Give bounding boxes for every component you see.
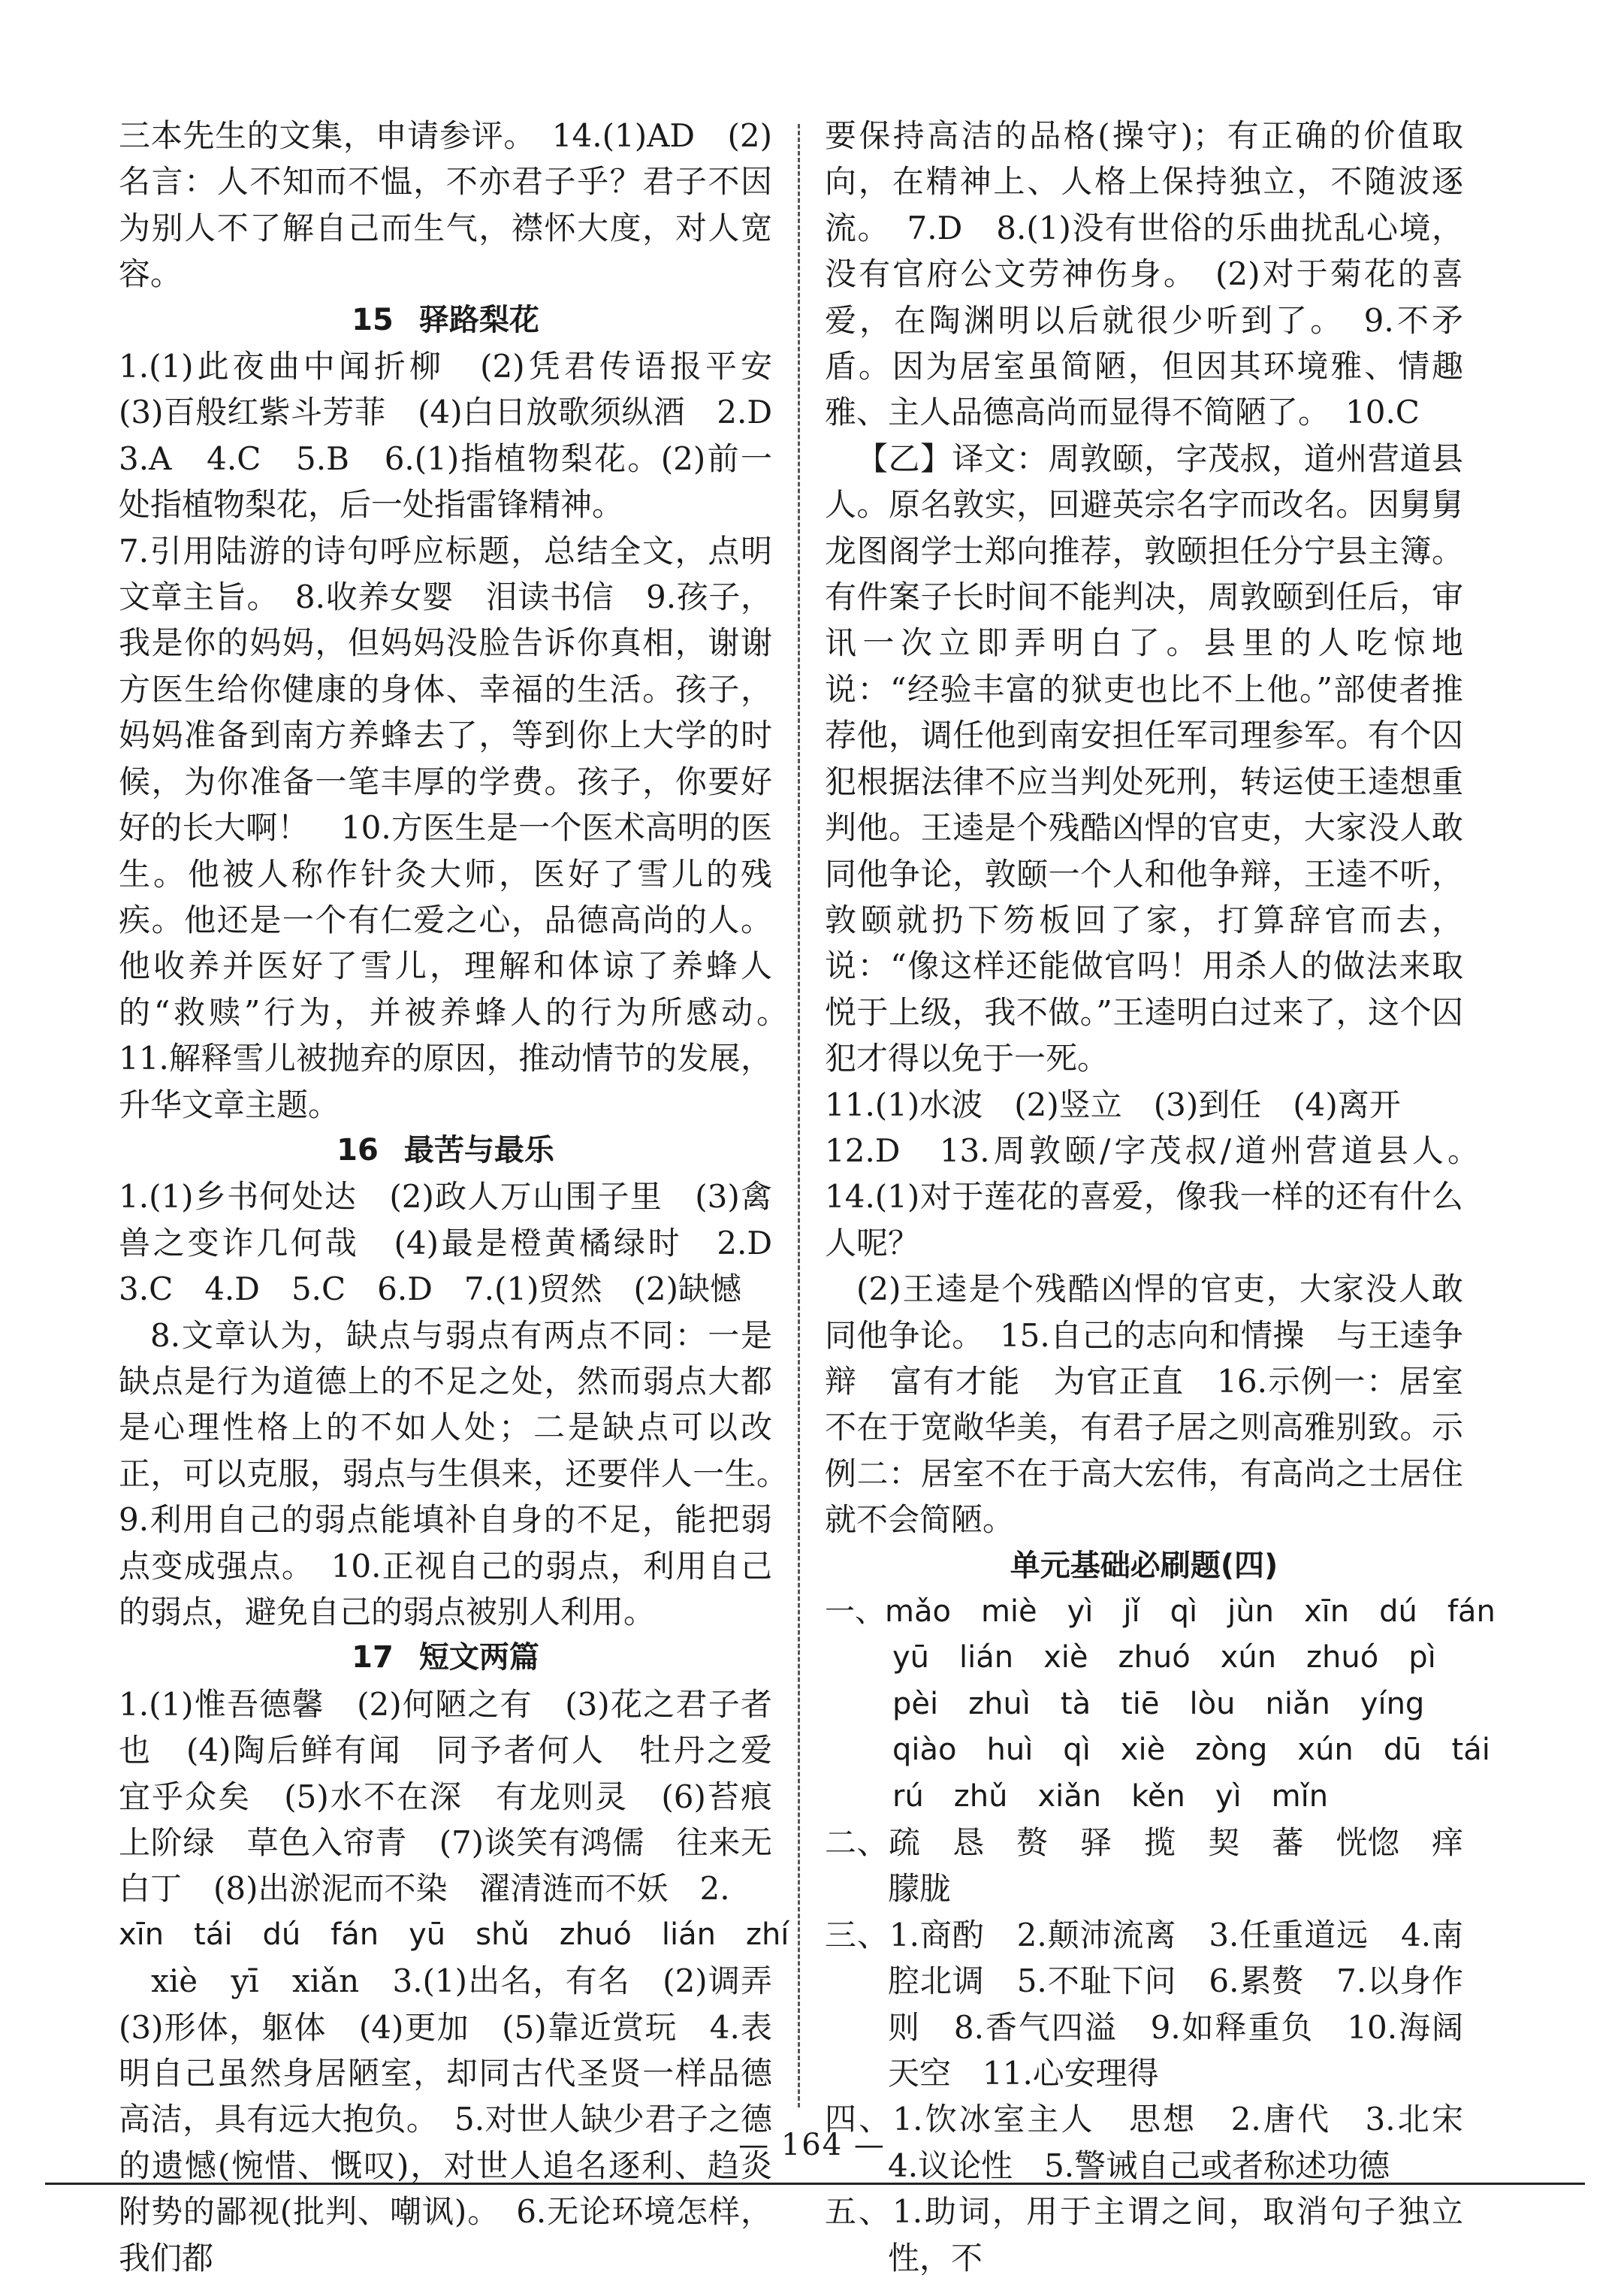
answer-paragraph: xiè yī xiǎn 3.(1)出名，有名 (2)调弄(3)形体，躯体 (4)更加 (5)靠近赏玩 4.表明自己虽然身居陋室，却同古代圣贤一样品德高洁，具有远大抱负。 5.对世人缺少君子之德的遗憾(惋惜、慨叹)，对世人追名逐利、趋炎附势的鄙视(批判、嘲讽)。 6.无论环境怎样，我们都 — [119, 1962, 772, 2276]
answer-paragraph: 12.D 13.周敦颐/字茂叔/道州营道县人。 14.(1)对于莲花的喜爱，像我一样的还有什么人呢？ — [825, 1131, 1496, 1261]
section-title-text: 单元基础必刷题(四) — [1010, 1548, 1278, 1583]
pinyin-line: 一、mǎo miè yì jǐ qì jùn xīn dú fán — [825, 1594, 1496, 1629]
exercise-item: 四、1.饮冰室主人 思想 2.唐代 3.北宋 4.议论性 5.警诫自己或者称述功德 — [825, 2101, 1496, 2184]
section-title — [119, 1635, 772, 1681]
answer-paragraph: 8.文章认为，缺点与弱点有两点不同：一是缺点是行为道德上的不足之处，然而弱点大都是心理性格上的不如人处；二是缺点可以改正，可以克服，弱点与生俱来，还要伴人一生。 9.利用自己的弱点能填补自身的不足，能把弱点变成强点。 10.正视自己的弱点，利用自己的弱点，避免自己的弱点被别人利用。 — [119, 1316, 804, 1630]
section-title — [119, 298, 772, 343]
answer-paragraph: 要保持高洁的品格(操守)；有正确的价值取向，在精神上、人格上保持独立，不随波逐流。 7.D 8.(1)没有世俗的乐曲扰乱心境，没有官府公文劳神伤身。 (2)对于菊花的喜爱，在陶渊明以后就很少听到了。 9.不矛盾。因为居室虽简陋，但因其环境雅、情趣雅、主人品德高尚而显得不简陋了。 10.C — [825, 117, 1463, 431]
answer-paragraph: 11.(1)水波 (2)竖立 (3)到任 (4)离开 — [825, 1086, 1401, 1123]
section-title-text: 最苦与最乐 — [403, 1132, 554, 1168]
pinyin-line: rú zhǔ xiǎn kěn yì mǐn — [892, 1778, 1329, 1814]
exercise-item: 二、疏 恳 赘 驿 揽 契 蕃 恍惚 痒 朦胧 — [825, 1824, 1496, 1908]
section-title — [825, 1543, 1463, 1589]
page-number: — 164 — — [738, 2128, 886, 2162]
answer-paragraph: 【乙】译文：周敦颐，字茂叔，道州营道县人。原名敦实，回避英宗名字而改名。因舅舅龙图阁学士郑向推荐，敦颐担任分宁县主簿。有件案子长时间不能判决，周敦颐到任后，审讯一次立即弄明白了。县里的人吃惊地说：“经验丰富的狱吏也比不上他。”部使者推荐他，调任他到南安担任军司理参军。有个囚犯根据法律不应当判处死刑，转运使王逵想重判他。王逵是个残酷凶悍的官吏，大家没人敢同他争论，敦颐一个人和他争辩，王逵不听，敦颐就扔下笏板回了家，打算辞官而去，说：“像这样还能做官吗！用杀人的做法来取悦于上级，我不做。”王逵明白过来了，这个囚犯才得以免于一死。 — [825, 440, 1463, 1077]
answer-paragraph: 7.引用陆游的诗句呼应标题，总结全文，点明文章主旨。 8.收养女婴 泪读书信 9.孩子，我是你的妈妈，但妈妈没脸告诉你真相，谢谢方医生给你健康的身体、幸福的生活。孩子，妈妈准备到南方养蜂去了，等到你上大学的时候，为你准备一笔丰厚的学费。孩子，你要好好的长大啊！ 10.方医生是一个医术高明的医生。他被人称作针灸大师，医好了雪儿的残疾。他还是一个有仁爱之心，品德高尚的人。他收养并医好了雪儿，理解和体谅了养蜂人的“救赎”行为，并被养蜂人的行为所感动。 11.解释雪儿被抛弃的原因，推动情节的发展，升华文章主题。 — [119, 532, 804, 1123]
section-number: 15 — [352, 302, 394, 337]
pinyin-line: pèi zhuì tà tiē lòu niǎn yíng — [892, 1686, 1425, 1721]
answer-paragraph: 1.(1)此夜曲中闻折柳 (2)凭君传语报平安 (3)百般红紫斗芳菲 (4)白日放歌须纵酒 2.D 3.A 4.C 5.B 6.(1)指植物梨花。(2)前一处指植物梨花，后一处指雷锋精神。 — [119, 348, 804, 524]
answer-paragraph: (2)王逵是个残酷凶悍的官吏，大家没人敢同他争论。 15.自己的志向和情操 与王逵争辩 富有才能 为官正直 16.示例一：居室不在于宽敞华美，有君子居之则高雅别致。示例二：居室不在于高大宏伟，有高尚之士居住就不会简陋。 — [825, 1270, 1463, 1539]
column-divider — [798, 124, 800, 2107]
answer-paragraph: 1.(1)惟吾德馨 (2)何陋之有 (3)花之君子者也 (4)陶后鲜有闻 同予者何人 牡丹之爱 宜乎众矣 (5)水不在深 有龙则灵 (6)苔痕上阶绿 草色入帘青 (7)谈笑有鸿儒 往来无白丁 (8)出淤泥而不染 濯清涟而不妖 2. — [119, 1685, 804, 1908]
section-title-text: 短文两篇 — [418, 1640, 539, 1675]
section-title — [119, 1128, 772, 1174]
right-column — [825, 113, 1496, 2281]
section-title-text: 驿路梨花 — [418, 302, 539, 337]
exercise-item: 三、1.商酌 2.颠沛流离 3.任重道远 4.南腔北调 5.不耻下问 6.累赘 7.以身作则 8.香气四溢 9.如释重负 10.海阔天空 11.心安理得 — [825, 1916, 1463, 2092]
section-number: 16 — [337, 1132, 379, 1168]
pinyin-line: xīn tái dú fán yū shǔ zhuó lián zhí — [119, 1917, 789, 1952]
pinyin-line: yū lián xiè zhuó xún zhuó pì — [892, 1640, 1436, 1675]
pinyin-line: qiào huì qì xiè zòng xún dū tái — [892, 1733, 1490, 1768]
exercise-item: 五、1.助词，用于主谓之间，取消句子独立性，不 — [825, 2193, 1463, 2276]
left-column — [119, 113, 804, 2281]
answer-paragraph: 三本先生的文集，申请参评。 14.(1)AD (2)名言：人不知而不愠，不亦君子乎？君子不因为别人不了解自己而生气，襟怀大度，对人宽容。 — [119, 117, 772, 293]
section-number: 17 — [352, 1640, 394, 1675]
answer-paragraph: 1.(1)乡书何处达 (2)政人万山围子里 (3)禽兽之变诈几何哉 (4)最是橙黄橘绿时 2.D 3.C 4.D 5.C 6.D 7.(1)贸然 (2)缺憾 — [119, 1178, 804, 1308]
footer-rule — [45, 2183, 1585, 2185]
